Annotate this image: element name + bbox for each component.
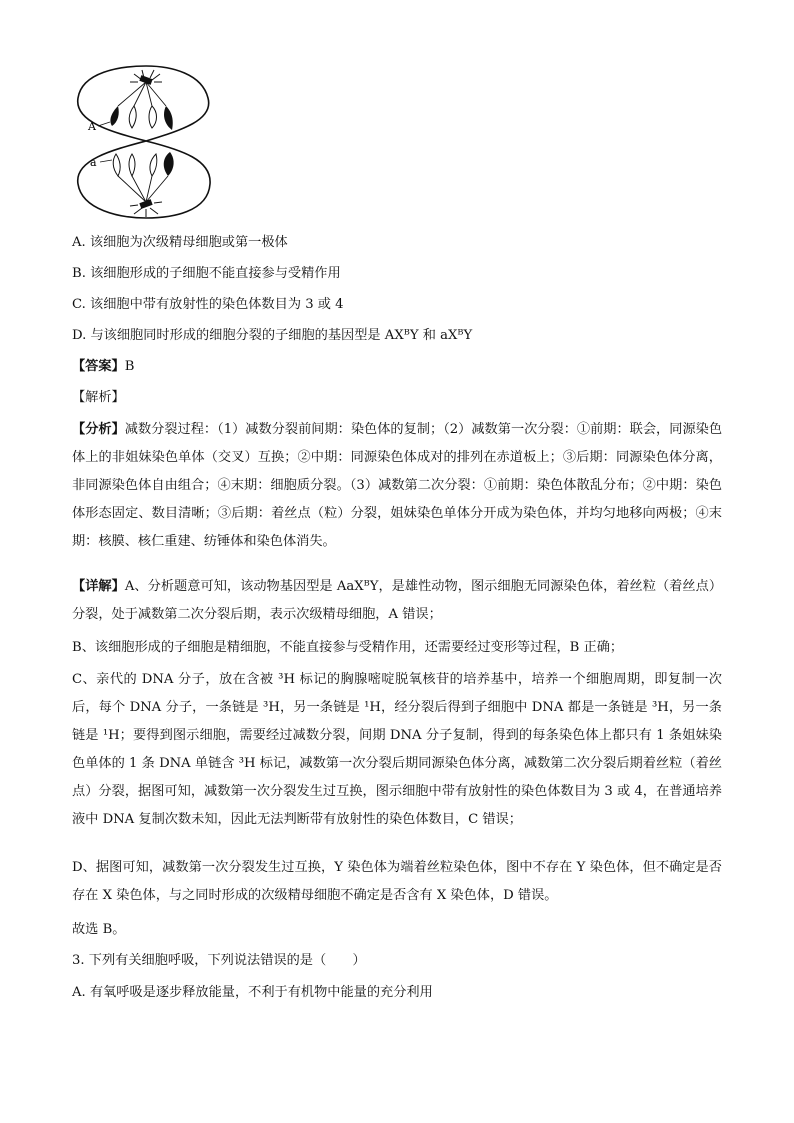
fenxi-tag: 【分析】 (72, 422, 125, 437)
answer-value: B (124, 359, 135, 374)
option-a: A. 该细胞为次级精母细胞或第一极体 (72, 235, 288, 250)
analysis-tag: 【解析】 (72, 390, 125, 405)
fenxi-paragraph (72, 416, 722, 556)
cell-division-figure (72, 62, 220, 222)
gene-label-a: a (90, 156, 97, 169)
xiangjie-a (72, 573, 722, 629)
option-c: C. 该细胞中带有放射性的染色体数目为 3 或 4 (72, 297, 344, 312)
option-b: B. 该细胞形成的子细胞不能直接参与受精作用 (72, 266, 341, 281)
fenxi-text: 减数分裂过程：（1）减数分裂前间期：染色体的复制；（2）减数第一次分裂：①前期：联会，同源染色体上的非姐妹染色单体（交叉）互换；②中期：同源染色体成对的排列在赤道板上；③后期：同源染色体分离，非同源染色体自由组合；④末期：细胞质分裂。（3）减数第二次分裂：①前期：染色体散乱分布；②中期：染色体形态固定、数目清晰；③后期：着丝点（粒）分裂，姐妹染色单体分开成为染色体，并均匀地移向两极；④末期：核膜、核仁重建、纺锤体和染色体消失。 (72, 422, 723, 549)
answer-tag: 【答案】 (72, 359, 125, 374)
option-d: D. 与该细胞同时形成的细胞分裂的子细胞的基因型是 AXᴮY 和 aXᴮY (72, 328, 473, 343)
xiangjie-c: C、亲代的 DNA 分子，放在含被 ³H 标记的胸腺嘧啶脱氧核苷的培养基中，培养一个细胞周期，即复制一次后，每个 DNA 分子，一条链是 ³H，另一条链是 ¹H，经分裂后得到子细胞中 DNA 都是一条链是 ³H，另一条链是 ¹H；要得到图示细胞，需要经过减数分裂，间期 DNA 分子复制，得到的每条染色体上都只有 1 条姐妹染色单体的 1 条 DNA 单链含 ³H 标记，减数第一次分裂后期同源染色体分离，减数第二次分裂后期着丝粒（着丝点）分裂，据图可知，减数第一次分裂发生过互换，图示细胞中带有放射性的染色体数目为 3 或 4，在普通培养液中 DNA 复制次数未知，因此无法判断带有放射性的染色体数目，C 错误； (72, 672, 722, 827)
q3-option-a: A. 有氧呼吸是逐步释放能量，不利于有机物中能量的充分利用 (72, 985, 433, 1000)
xiangjie-b: B、该细胞形成的子细胞是精细胞，不能直接参与受精作用，还需要经过变形等过程，B 正确； (72, 640, 624, 655)
xiangjie-a-text: A、分析题意可知，该动物基因型是 AaXᴮY，是雄性动物，图示细胞无同源染色体，着丝粒（着丝点）分裂，处于减数第二次分裂后期，表示次级精母细胞，A 错误； (72, 579, 723, 622)
answer-line (72, 357, 134, 377)
gene-label-A: A (88, 120, 96, 133)
xiangjie-tag: 【详解】 (72, 579, 125, 594)
q3-stem: 3. 下列有关细胞呼吸，下列说法错误的是（ ） (72, 953, 366, 968)
conclusion: 故选 B。 (72, 922, 126, 937)
xiangjie-d: D、据图可知，减数第一次分裂发生过互换，Y 染色体为端着丝粒染色体，图中不存在 Y 染色体，但不确定是否存在 X 染色体，与之同时形成的次级精母细胞不确定是否含有 X 染色体，D 错误。 (72, 860, 722, 903)
